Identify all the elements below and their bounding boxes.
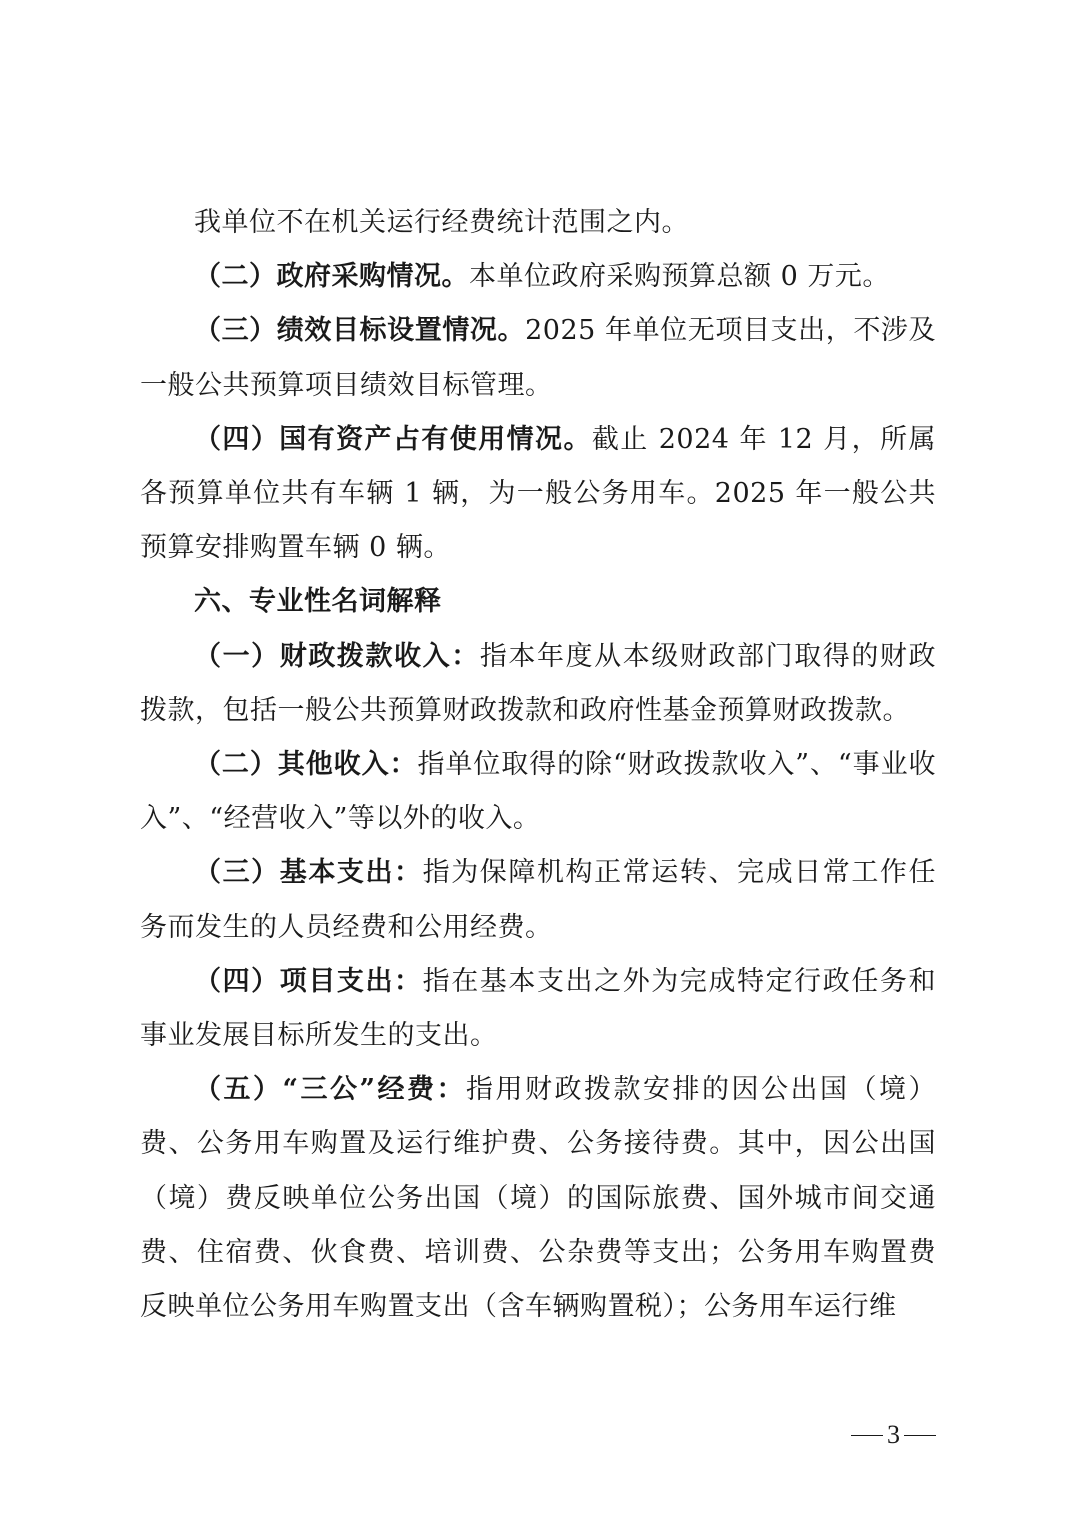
term-basic-expenditure bbox=[140, 846, 936, 954]
paragraph-government-procurement bbox=[140, 250, 936, 304]
page-number bbox=[851, 1420, 936, 1450]
term-text: 指用财政拨款安排的因公出国（境）费、公务用车购置及运行维护费、公务接待费。其中，因公出国（境）费反映单位公务出国（境）的国际旅费、国外城市间交通费、住宿费、伙食费、培训费、公杂费等支出；公务用车购置费反映单位公务用车购置支出（含车辆购置税）；公务用车运行维 bbox=[140, 1074, 937, 1323]
term-lead: （五）“三公”经费： bbox=[194, 1074, 467, 1106]
paragraph-text: 本单位政府采购预算总额 0 万元。 bbox=[469, 261, 890, 293]
page-number-dash-right bbox=[904, 1435, 936, 1436]
paragraph-text: 我单位不在机关运行经费统计范围之内。 bbox=[194, 207, 689, 238]
paragraph-operating-funds bbox=[140, 196, 936, 250]
term-text: 指单位取得的除“财政拨款收入”、“事业收入”、“经营收入”等以外的收入。 bbox=[140, 749, 936, 835]
term-lead: （二）其他收入： bbox=[194, 749, 418, 781]
document-body bbox=[140, 196, 936, 1334]
paragraph-lead: （四）国有资产占有使用情况。 bbox=[194, 423, 592, 455]
paragraph-text: 截止 2024 年 12 月，所属各预算单位共有车辆 1 辆，为一般公务用车。2025 年一般公共预算安排购置车辆 0 辆。 bbox=[140, 423, 936, 564]
term-other-income bbox=[140, 738, 936, 846]
term-lead: （四）项目支出： bbox=[194, 965, 423, 997]
term-fiscal-appropriation-income bbox=[140, 630, 936, 738]
term-text: 指在基本支出之外为完成特定行政任务和事业发展目标所发生的支出。 bbox=[140, 965, 936, 1052]
term-lead: （一）财政拨款收入： bbox=[194, 640, 480, 672]
paragraph-state-assets bbox=[140, 413, 936, 576]
term-text: 指本年度从本级财政部门取得的财政拨款，包括一般公共预算财政拨款和政府性基金预算财政拨款。 bbox=[140, 640, 937, 726]
term-text: 指为保障机构正常运转、完成日常工作任务而发生的人员经费和公用经费。 bbox=[140, 857, 936, 943]
paragraph-lead: （三）绩效目标设置情况。 bbox=[194, 315, 526, 347]
paragraph-lead: （二）政府采购情况。 bbox=[194, 261, 469, 293]
term-three-public-expenses bbox=[140, 1063, 936, 1334]
paragraph-performance-targets bbox=[140, 304, 936, 412]
term-project-expenditure bbox=[140, 955, 936, 1063]
term-lead: （三）基本支出： bbox=[194, 857, 423, 889]
page-number-value: 3 bbox=[887, 1420, 900, 1449]
paragraph-text: 2025 年单位无项目支出，不涉及一般公共预算项目绩效目标管理。 bbox=[140, 315, 937, 401]
page-number-dash-left bbox=[851, 1435, 883, 1436]
section-heading: 六、专业性名词解释 bbox=[194, 586, 442, 618]
